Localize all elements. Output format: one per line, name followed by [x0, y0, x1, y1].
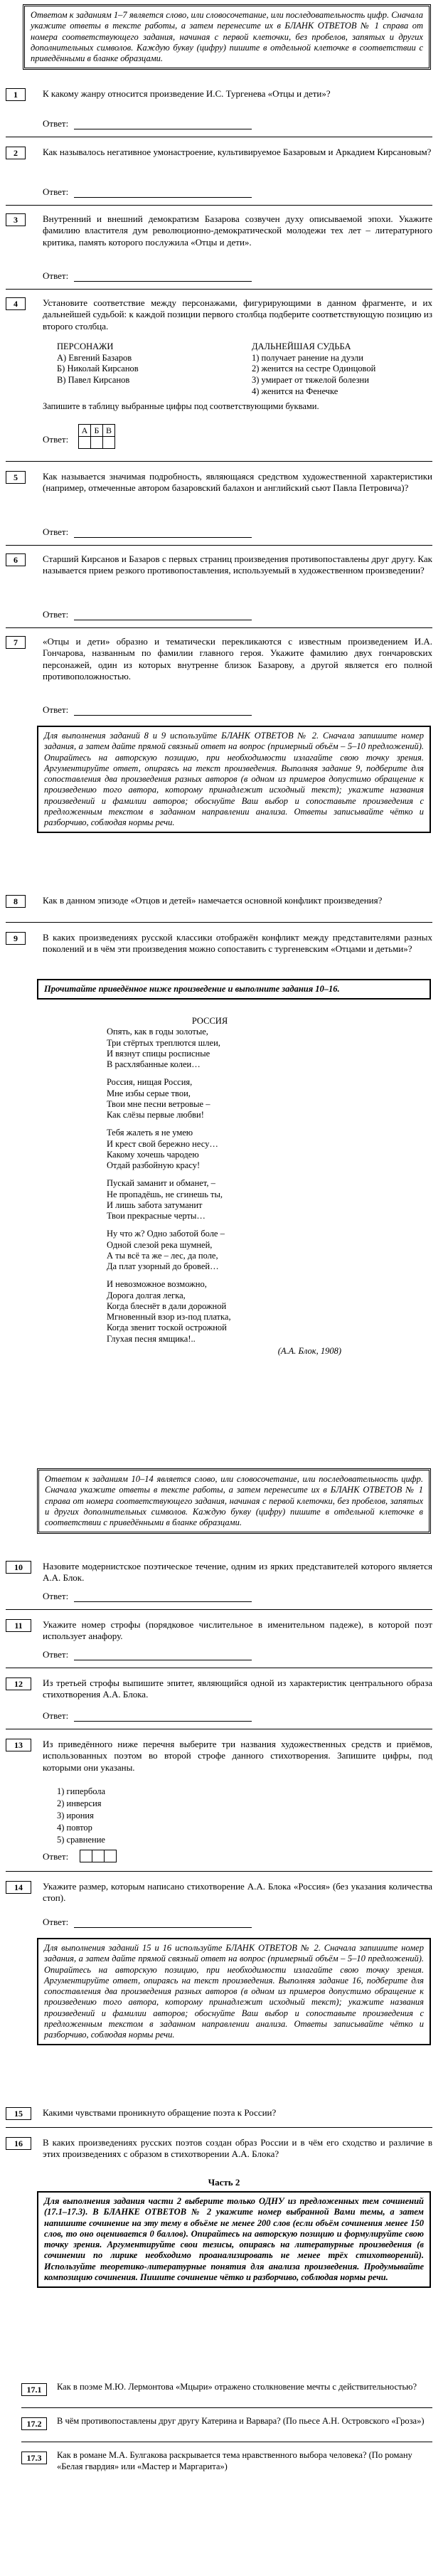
- question-16-text: В каких произведениях русских поэтов создан образ России и в чём его сходство и различие в этих произведениях с образом в стихотворении А.А. Блока?: [43, 2137, 432, 2160]
- poem-signature: (А.А. Блок, 1908): [277, 1345, 341, 1356]
- match-table: [43, 341, 432, 413]
- answer-line[interactable]: [74, 1601, 252, 1602]
- grid-letter-c: В: [103, 425, 115, 437]
- question-number-10: 10: [6, 1561, 31, 1574]
- answer-label: Ответ:: [43, 434, 69, 445]
- instructions-8-9: [37, 726, 431, 833]
- question-5-text: Как называется значимая подробность, являющаяся средством художественной характеристики (например, отмеченные автором базаровский балахон и английский сьют Павла Петровича)?: [43, 471, 432, 494]
- answer-7[interactable]: [43, 704, 252, 716]
- question-11-text: Укажите номер строфы (порядковое числительное в именительном падеже), в которой поэт использует анафору.: [43, 1619, 432, 1642]
- grid-cell[interactable]: [105, 1850, 117, 1862]
- answer-line[interactable]: [74, 197, 252, 198]
- match-right-1: 1) получает ранение на дуэли: [252, 352, 363, 363]
- grid-cell[interactable]: [92, 1850, 105, 1862]
- divider: [6, 1871, 432, 1872]
- question-number-1: 1: [6, 88, 26, 101]
- match-left-c: В) Павел Кирсанов: [57, 374, 130, 385]
- match-col2-header: ДАЛЬНЕЙШАЯ СУДЬБА: [252, 341, 351, 351]
- poem-stanza-5: Ну что ж? Одно заботой боле – Одной слезой река шумней, А ты всё та же – лес, да поле, Да плат узорный до бровей…: [107, 1229, 225, 1271]
- instructions-10-14-text: Ответом к заданиям 10–14 является слово, или словосочетание, или последовательность цифр. Сначала укажите ответы в тексте работы, а затем перенесите их в БЛАНК ОТВЕТОВ № 1 справа от номера соответствующего задания, начиная с первой клеточки, без пробелов, запятых и других дополнительных символов. Каждую букву (цифру) пишите в отдельной клеточке в соответствии с приведёнными в бланке образцами.: [45, 1474, 423, 1527]
- question-number-6: 6: [6, 553, 26, 566]
- question-15-text: Какими чувствами проникнуто обращение поэта к России?: [43, 2107, 277, 2118]
- question-12-text: Из третьей строфы выпишите эпитет, являющийся одной из характеристик центрального образа стихотворения А.А. Блока.: [43, 1677, 432, 1700]
- question-number-2: 2: [6, 147, 26, 159]
- poem-stanza-4: Пускай заманит и обманет, – Не пропадёшь, не сгинешь ты, И лишь забота затуманит Твои прекрасные черты…: [107, 1178, 223, 1221]
- answer-label: Ответ:: [43, 526, 69, 537]
- answer-line[interactable]: [74, 1927, 252, 1928]
- answer-label: Ответ:: [43, 609, 69, 620]
- grid-cell[interactable]: [91, 437, 103, 449]
- question-number-12: 12: [6, 1677, 31, 1690]
- answer-1[interactable]: [43, 118, 252, 129]
- question-2-text: Как называлось негативное умонастроение, культивируемое Базаровым и Аркадием Кирсановым?: [43, 147, 432, 157]
- answer-label: Ответ:: [43, 1649, 69, 1660]
- answer-13-grid[interactable]: [80, 1850, 117, 1862]
- question-9-text: В каких произведениях русской классики отображён конфликт между представителями разных поколений и в чём эти произведения можно сопоставить с тургеневским «Отцами и детьми»?: [43, 932, 432, 955]
- question-number-3: 3: [6, 213, 26, 226]
- answer-line[interactable]: [74, 281, 252, 282]
- question-number-5: 5: [6, 471, 26, 484]
- divider: [6, 461, 432, 462]
- answer-label: Ответ:: [43, 270, 69, 281]
- answer-line[interactable]: [74, 1721, 252, 1722]
- poem-stanza-2: Россия, нищая Россия, Мне избы серые твои, Твои мне песни ветровые – Как слёзы первые любви!: [107, 1077, 210, 1120]
- topic-17-3-text: Как в романе М.А. Булгакова раскрывается тема нравственного выбора человека? (По роману «Белая гвардия» или «Мастер и Маргарита»): [57, 2450, 412, 2471]
- poem-title: РОССИЯ: [191, 1016, 228, 1026]
- answer-4-label: [43, 434, 68, 445]
- answer-label: Ответ:: [43, 186, 69, 197]
- part2-title: Часть 2: [208, 2177, 240, 2188]
- answer-label: Ответ:: [43, 1917, 69, 1927]
- instructions-1-7-text: Ответом к заданиям 1–7 является слово, или словосочетание, или последовательность цифр. Сначала укажите ответы в тексте работы, а затем перенесите их в БЛАНК ОТВЕТОВ № 1 справа от номера соответствующего задания, начиная с первой клеточки, без пробелов, запятых и других дополнительных символов. Каждую букву (цифру) пишите в отдельной клеточке в соответствии с приведёнными в бланке образцами.: [31, 10, 423, 63]
- answer-label: Ответ:: [43, 1851, 69, 1862]
- answer-label: Ответ:: [43, 1710, 69, 1721]
- divider: [6, 1609, 432, 1610]
- q13-option-5: 5) сравнение: [57, 1834, 105, 1845]
- question-number-14: 14: [6, 1881, 31, 1894]
- divider: [6, 205, 432, 206]
- instructions-15-16-text: Для выполнения заданий 15 и 16 используйте БЛАНК ОТВЕТОВ № 2. Сначала запишите номер задания, а затем дайте прямой связный ответ на вопрос (примерный объём – 5–10 предложений). Опирайтесь на авторскую позицию, при необходимости излагайте свою точку зрения. Аргументируйте ответ, опираясь на текст произведения. Выполняя задание 16, подберите для сопоставления два произведения разных авторов (в одном из примеров допустимо обращение к произведению того автора, которому принадлежит исходный текст); укажите названия произведений и фамилии авторов; обоснуйте Ваш выбор и сопоставьте произведения с предложенным текстом в заданном направлении анализа. Ответы записывайте чётко и разборчиво, соблюдая нормы речи.: [44, 1943, 424, 2040]
- q13-option-1: 1) гипербола: [57, 1786, 106, 1796]
- divider: [6, 545, 432, 546]
- question-number-4: 4: [6, 297, 26, 310]
- answer-10[interactable]: [43, 1591, 252, 1602]
- question-number-9: 9: [6, 932, 26, 945]
- question-number-7: 7: [6, 636, 26, 649]
- question-4-text: Установите соответствие между персонажами, фигурирующими в данном фрагменте, и их дальнейшей судьбой: к каждой позиции первого столбца подберите соответствующую позицию из второго столбца.: [43, 297, 432, 332]
- instructions-8-9-text: Для выполнения заданий 8 и 9 используйте БЛАНК ОТВЕТОВ № 2. Сначала запишите номер задания, а затем дайте прямой связный ответ на вопрос (примерный объём – 5–10 предложений). Опирайтесь на авторскую позицию, при необходимости излагайте свою точку зрения. Аргументируйте ответ, опираясь на текст произведения. Выполняя задание 9, подберите для сопоставления два произведения разных авторов (в одном из примеров допустимо обращение к произведению того автора, которому принадлежит исходный текст); укажите названия произведений и фамилии авторов; обоснуйте Ваш выбор и сопоставьте произведения с предложенным текстом в заданном направлении анализа. Ответы записывайте чётко и разборчиво, соблюдая нормы речи.: [44, 731, 424, 827]
- q13-option-2: 2) инверсия: [57, 1798, 102, 1808]
- part2-instructions-text: Для выполнения задания части 2 выберите только ОДНУ из предложенных тем сочинений (17.1–17.3). В БЛАНКЕ ОТВЕТОВ № 2 укажите номер выбранной Вами темы, а затем напишите сочинение на эту тему в объёме не менее 200 слов (если объём сочинения менее 150 слов, то оно оценивается 0 баллов). Опирайтесь на авторскую позицию и формулируйте свою точку зрения. Аргументируйте свои тезисы, опираясь на литературные произведения (в сочинении по лирике необходимо проанализировать не менее трёх стихотворений). Используйте теоретико-литературные понятия для анализа произведения. Продумывайте композицию сочинения. Пишите сочинение чётко и разборчиво, соблюдая нормы речи.: [44, 2196, 424, 2282]
- question-number-15: 15: [6, 2107, 31, 2120]
- instructions-1-7: [23, 4, 431, 70]
- grid-letter-b: Б: [91, 425, 103, 437]
- question-7-text: «Отцы и дети» образно и тематически перекликаются с известным произведением И.А. Гончарова, названным по фамилии главного героя. Укажите фамилию двух гончаровских персонажей, один из которых внутренне близок Базарову, а другой является его полной противоположностью.: [43, 636, 432, 682]
- answer-5[interactable]: [43, 526, 252, 538]
- answer-6[interactable]: [43, 609, 252, 620]
- answer-label: Ответ:: [43, 118, 69, 129]
- poem-stanza-3: Тебя жалеть я не умею И крест свой бережно несу… Какому хочешь чародею Отдай разбойную красу!: [107, 1128, 218, 1170]
- match-right-4: 4) женится на Фенечке: [252, 386, 338, 396]
- answer-12[interactable]: [43, 1710, 252, 1722]
- instructions-15-16: [37, 1938, 431, 2045]
- grid-letter-a: А: [79, 425, 91, 437]
- question-1-text: К какому жанру относится произведение И.С. Тургенева «Отцы и дети»?: [43, 88, 331, 99]
- question-number-13: 13: [6, 1739, 31, 1751]
- grid-cell[interactable]: [80, 1850, 92, 1862]
- topic-17-1-text: Как в поэме М.Ю. Лермонтова «Мцыри» отражено столкновение мечты с действительностью?: [57, 2382, 417, 2392]
- topic-17-2-text: В чём противопоставлены друг другу Катерина и Варвара? (По пьесе А.Н. Островского «Гроза»): [57, 2416, 425, 2426]
- poem: [107, 1016, 341, 1357]
- read-prompt-text: Прочитайте приведённое ниже произведение и выполните задания 10–16.: [44, 984, 340, 994]
- question-14-text: Укажите размер, которым написано стихотворение А.А. Блока «Россия» (без указания количества стоп).: [43, 1881, 432, 1904]
- part2-instructions: [37, 2191, 431, 2288]
- match-col1-header: ПЕРСОНАЖИ: [57, 341, 114, 351]
- divider: [6, 289, 432, 290]
- match-left-a: А) Евгений Базаров: [57, 352, 132, 363]
- answer-4-grid[interactable]: [78, 424, 115, 449]
- topic-number-17-2: 17.2: [21, 2417, 47, 2430]
- question-6-text: Старший Кирсанов и Базаров с первых страниц произведения противопоставлены друг другу. Как называется прием резкого противопоставления, используемый в художественном произведении?: [43, 553, 432, 576]
- question-10-text: Назовите модернистское поэтическое течение, одним из ярких представителей которого является А.А. Блок.: [43, 1561, 432, 1584]
- instructions-10-14: [37, 1468, 431, 1534]
- answer-line[interactable]: [74, 537, 252, 538]
- match-right-2: 2) женится на сестре Одинцовой: [252, 364, 376, 374]
- grid-cell[interactable]: [79, 437, 91, 449]
- question-8-text: Как в данном эпизоде «Отцов и детей» намечается основной конфликт произведения?: [43, 895, 383, 906]
- answer-label: Ответ:: [43, 1591, 69, 1601]
- question-number-16: 16: [6, 2137, 31, 2150]
- answer-3[interactable]: [43, 270, 252, 282]
- answer-2[interactable]: [43, 186, 252, 198]
- answer-13-label: [43, 1851, 68, 1862]
- poem-stanza-1: Опять, как в годы золотые, Три стёртых треплются шлеи, И вязнут спицы росписные В расхлябанные колеи…: [107, 1027, 220, 1069]
- answer-14[interactable]: [43, 1917, 252, 1928]
- topic-number-17-3: 17.3: [21, 2452, 47, 2464]
- q13-option-3: 3) ирония: [57, 1810, 94, 1820]
- q13-options: [57, 1786, 105, 1845]
- match-left-empty: [43, 386, 238, 398]
- match-note: Запишите в таблицу выбранные цифры под соответствующими буквами.: [43, 401, 319, 412]
- topic-number-17-1: 17.1: [21, 2383, 47, 2396]
- question-number-11: 11: [6, 1619, 31, 1632]
- answer-line[interactable]: [74, 715, 252, 716]
- grid-cell[interactable]: [103, 437, 115, 449]
- answer-11[interactable]: [43, 1649, 252, 1660]
- match-right-3: 3) умирает от тяжелой болезни: [252, 374, 369, 385]
- question-3-text: Внутренний и внешний демократизм Базарова созвучен духу описываемой эпохи. Укажите фамилию властителя дум революционно-демократической молодежи тех лет – литературного критика, память которого послужила «Отцы и дети».: [43, 213, 432, 248]
- divider: [21, 2407, 432, 2408]
- q13-option-4: 4) повтор: [57, 1822, 92, 1833]
- read-prompt: [37, 979, 431, 1000]
- poem-stanza-6: И невозможное возможно, Дорога долгая легка, Когда блеснёт в дали дорожной Мгновенный взор из-под платка, Когда звенит тоской острожной Глухая песня ямщика!..: [107, 1279, 231, 1344]
- divider: [6, 627, 432, 628]
- match-left-b: Б) Николай Кирсанов: [57, 364, 139, 374]
- answer-label: Ответ:: [43, 704, 69, 715]
- question-number-8: 8: [6, 895, 26, 908]
- divider: [6, 922, 432, 923]
- divider: [6, 2127, 432, 2128]
- question-13-text: Из приведённого ниже перечня выберите три названия художественных средств и приёмов, использованных поэтом во второй строфе данного стихотворения. Запишите цифры, под которыми они указаны.: [43, 1739, 432, 1773]
